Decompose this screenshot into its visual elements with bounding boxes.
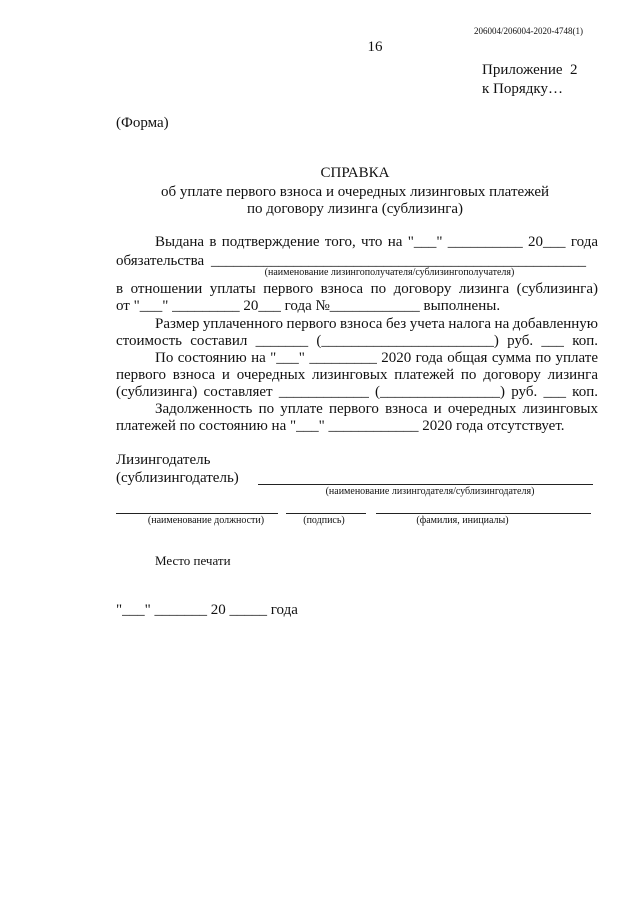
full-name-caption: (фамилия, инициалы) <box>416 515 509 526</box>
lessee-caption: (наименование лизингополучателя/сублизингополучателя) <box>264 267 515 278</box>
body-line-text: Задолженность по уплате первого взноса и очередных лизинговых <box>155 401 598 417</box>
body-line-text: обязательства __________________________________________________ <box>116 253 586 269</box>
sublessor-label: (сублизингодатель) <box>116 470 239 486</box>
document-subtitle-line-2: по договору лизинга (сублизинга) <box>246 201 464 217</box>
body-line-text: в отношении уплаты первого взноса по договору лизинга (сублизинга) <box>116 281 598 297</box>
page-number: 16 <box>367 39 383 55</box>
body-line <box>116 418 565 435</box>
body-line <box>116 367 598 384</box>
document-code: 206004/206004-2020-4748(1) <box>474 26 583 36</box>
document-title: СПРАВКА <box>320 165 390 181</box>
body-line-text: По состоянию на "___" _________ 2020 года общая сумма по уплате <box>155 350 598 366</box>
signature-caption: (подпись) <box>303 515 345 526</box>
body-line <box>116 298 500 315</box>
body-line <box>155 401 598 418</box>
body-line-text: Размер уплаченного первого взноса без учета налога на добавленную <box>155 316 598 332</box>
body-line-text: стоимость составил _______ (_______________________) руб. ___ коп. <box>116 333 598 349</box>
body-line-text: первого взноса и очередных лизинговых платежей по договору лизинга <box>116 367 598 383</box>
body-line-text: платежей по состоянию на "___" ____________ 2020 года отсутствует. <box>116 418 565 434</box>
date-line: "___" _______ 20 _____ года <box>116 602 298 618</box>
body-line <box>155 234 598 251</box>
stamp-place-label: Место печати <box>155 553 231 568</box>
body-line <box>155 350 598 367</box>
body-line <box>116 281 598 298</box>
lessor-caption: (наименование лизингодателя/сублизингодателя) <box>325 486 535 497</box>
document-subtitle-line-1: об уплате первого взноса и очередных лизинговых платежей <box>160 184 550 200</box>
body-line-text: от "___" _________ 20___ года №____________ выполнены. <box>116 298 501 314</box>
appendix-reference: к Порядку… <box>482 81 563 97</box>
signature-line <box>286 513 366 514</box>
form-label: (Форма) <box>116 115 169 131</box>
body-line-text: Выдана в подтверждение того, что на "___" __________ 20___ года <box>155 234 598 250</box>
position-caption: (наименование должности) <box>147 515 265 526</box>
position-line <box>116 513 278 514</box>
full-name-line <box>376 513 591 514</box>
body-line <box>116 384 598 401</box>
body-line <box>155 316 598 333</box>
appendix-label: Приложение 2 <box>482 62 578 78</box>
lessor-label: Лизингодатель <box>116 452 211 468</box>
lessor-name-line <box>258 484 593 485</box>
body-line-text: (сублизинга) составляет ____________ (________________) руб. ___ коп. <box>116 384 598 400</box>
body-line <box>116 333 598 350</box>
